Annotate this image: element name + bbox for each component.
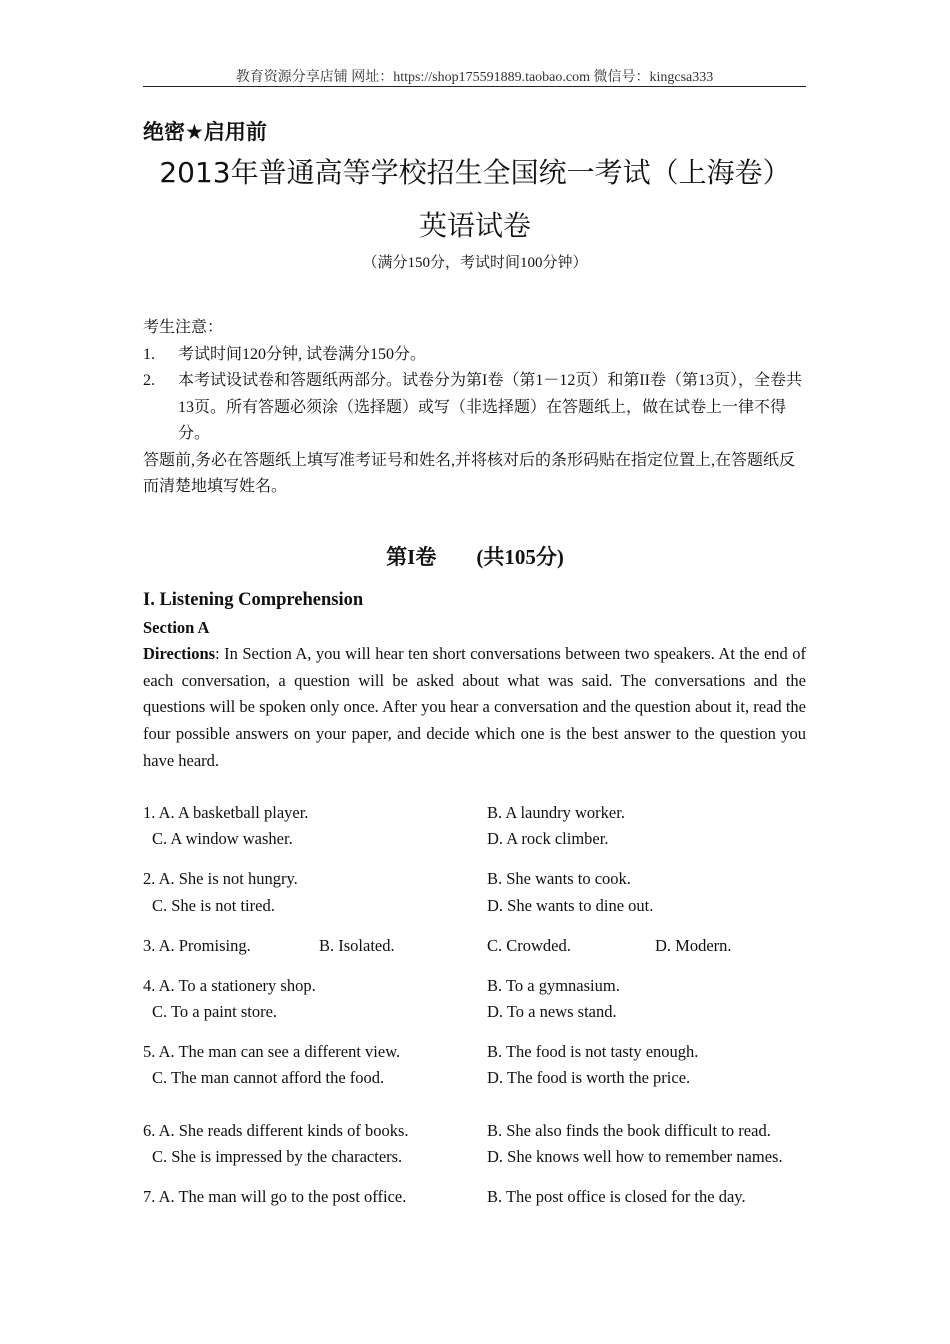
part-name: 第I卷	[386, 545, 437, 569]
notice-item-number: 1.	[143, 345, 155, 363]
option-2c: C. She is not tired.	[152, 896, 275, 915]
option-6c: C. She is impressed by the characters.	[152, 1147, 403, 1166]
option-2b: B. She wants to cook.	[487, 869, 631, 888]
notice-block	[143, 315, 806, 501]
part-score: (共105分)	[476, 545, 564, 569]
option-6d: D. She knows well how to remember names.	[487, 1147, 783, 1166]
option-7b: B. The post office is closed for the day.	[487, 1187, 746, 1206]
notice-item-number: 2.	[143, 372, 155, 389]
section-heading: I. Listening Comprehension	[143, 590, 364, 610]
notice-item-text: 本考试设试卷和答题纸两部分。试卷分为第I卷（第1－12页）和第II卷（第13页），全卷共13页。所有答题必须涂（选择题）或写（非选择题）在答题纸上，做在试卷上一律不得分。	[178, 372, 802, 442]
option-4b: B. To a gymnasium.	[487, 976, 620, 995]
page-subtitle: 英语试卷	[418, 209, 531, 242]
option-1d: D. A rock climber.	[487, 829, 609, 848]
option-5a: 5. A. The man can see a different view.	[143, 1042, 401, 1061]
option-1b: B. A laundry worker.	[487, 803, 625, 822]
notice-item-text: 考试时间120分钟, 试卷满分150分。	[178, 345, 427, 363]
notice-heading: 考生注意：	[143, 319, 224, 336]
subsection-heading: Section A	[143, 618, 210, 637]
option-6a: 6. A. She reads different kinds of books.	[143, 1121, 409, 1140]
option-2d: D. She wants to dine out.	[487, 896, 654, 915]
notice-item	[143, 368, 806, 448]
score-note: （满分150分，考试时间100分钟）	[362, 255, 588, 271]
option-3a: 3. A. Promising.	[143, 936, 251, 955]
option-3c: C. Crowded.	[487, 936, 571, 955]
option-5c: C. The man cannot afford the food.	[152, 1068, 385, 1087]
option-3d: D. Modern.	[655, 936, 732, 955]
option-5d: D. The food is worth the price.	[487, 1068, 691, 1087]
notice-item	[143, 342, 806, 369]
secret-label: 绝密★启用前	[143, 120, 267, 144]
option-4c: C. To a paint store.	[152, 1002, 278, 1021]
option-4a: 4. A. To a stationery shop.	[143, 976, 316, 995]
header-divider	[143, 86, 806, 87]
option-2a: 2. A. She is not hungry.	[143, 869, 298, 888]
directions-text: : In Section A, you will hear ten short conversations between two speakers. At the end of each conversation, a question will be asked about what was said. The conversations and the questions will be spoken only once. After you hear a conversation and the question about it, read the four possible answers on your paper, and decide which one is the best answer to the question you have heard.	[143, 644, 806, 770]
option-1a: 1. A. A basketball player.	[143, 803, 309, 822]
directions	[143, 641, 806, 775]
option-7a: 7. A. The man will go to the post office.	[143, 1187, 407, 1206]
option-6b: B. She also finds the book difficult to read.	[487, 1121, 771, 1140]
option-1c: C. A window washer.	[152, 829, 293, 848]
part-heading	[0, 541, 950, 571]
page-title: 2013年普通高等学校招生全国统一考试（上海卷）	[159, 156, 791, 189]
option-5b: B. The food is not tasty enough.	[487, 1042, 699, 1061]
notice-footer: 答题前,务必在答题纸上填写准考证号和姓名,并将核对后的条形码贴在指定位置上,在答题纸反而清楚地填写姓名。	[143, 451, 796, 495]
directions-label: Directions	[143, 644, 216, 663]
option-4d: D. To a news stand.	[487, 1002, 617, 1021]
option-3b: B. Isolated.	[319, 936, 395, 955]
page-header: 教育资源分享店铺 网址：https://shop175591889.taobao.com 微信号：kingcsa333	[235, 70, 714, 85]
